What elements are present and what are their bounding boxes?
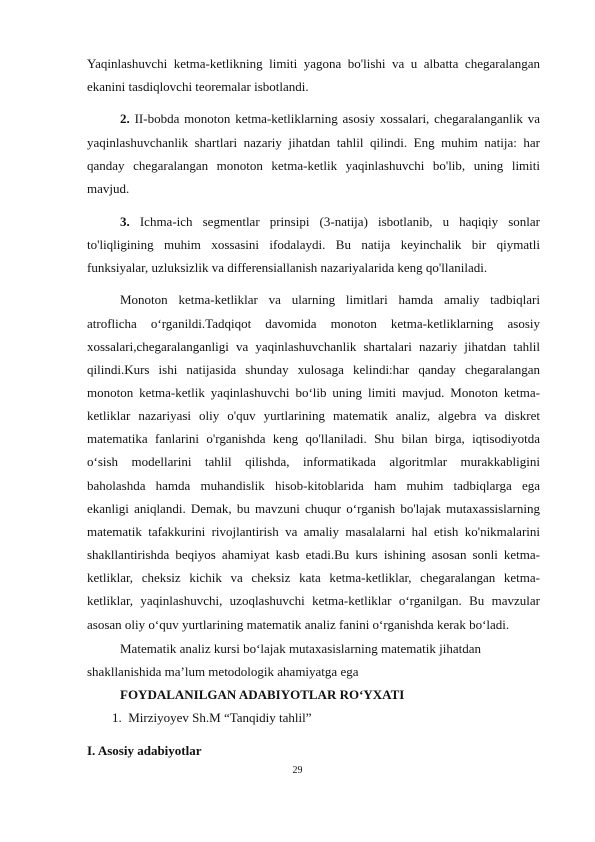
page-number: 29	[292, 765, 303, 776]
paragraph-4-line-6: ketliklar nazariyasi oliy o'quv yurtlarining matematik analiz, algebra va diskret	[87, 408, 540, 423]
paragraph-3-line-3: funksiyalar, uzluksizlik va differensiallanish nazariyalarida keng qo'llaniladi.	[87, 260, 488, 275]
item-number-2: 2.	[120, 111, 130, 126]
paragraph-4-line-1: Monoton ketma-ketliklar va ularning limitlari hamda amaliy tadbiqlari	[120, 292, 540, 307]
paragraph-4-line-12: shakllantirishda beqiyos ahamiyat kasb etadi.Bu kurs ishining asosan sonli ketma-	[87, 547, 540, 562]
reference-item-1-number: 1.	[112, 710, 122, 725]
reference-item-1-text: Mirziyoyev Sh.M “Tanqidiy tahlil”	[128, 710, 312, 725]
paragraph-4-line-9: baholashda hamda muhandislik hisob-kitoblarida ham muhim tadbiqlarga ega	[87, 478, 540, 493]
paragraph-2-line-1	[120, 107, 540, 130]
paragraph-4-line-4: qilindi.Kurs ishi natijasida shunday xulosaga kelindi:har qanday chegaralangan	[87, 362, 540, 377]
paragraph-3-line-2: to'liqligining muhim xossasini ifodalaydi. Bu natija keyinchalik bir qiymatli	[87, 237, 540, 252]
reference-item-1	[112, 706, 540, 729]
paragraph-4-line-7: matematika fanlarini o'rganishda keng qo'llaniladi. Shu bilan birga, iqtisodiyotda	[87, 431, 540, 446]
paragraph-4-line-3: xossalari,chegaralanganligi va yaqinlashuvchanlik shartalari nazariy jihatdan tahlil	[87, 339, 540, 354]
paragraph-4-line-8: o‘sish modellarini tahlil qilishda, informatikada algoritmlar murakkabligini	[87, 454, 540, 469]
paragraph-1-line-1: Yaqinlashuvchi ketma-ketlikning limiti yagona bo'lishi va u albatta chegaralangan	[87, 56, 540, 71]
paragraph-4-line-5: monoton ketma-ketlik yaqinlashuvchi bo‘lib uning limiti mavjud. Monoton ketma-	[87, 385, 540, 400]
references-heading: FOYDALANILGAN ADABIYOTLAR RO‘YXATI	[120, 687, 405, 702]
paragraph-4-line-13: ketliklar, cheksiz kichik va cheksiz kata ketma-ketliklar, chegaralangan ketma-	[87, 570, 540, 585]
paragraph-4-line-14: ketliklar, yaqinlashuvchi, uzoqlashuvchi ketma-ketliklar o‘rganilgan. Bu mavzular	[87, 593, 540, 608]
basic-literature-heading: I. Asosiy adabiyotlar	[87, 743, 202, 758]
paragraph-4-line-2: atroflicha o‘rganildi.Tadqiqot davomida monoton ketma-ketliklarning asosiy	[87, 316, 540, 331]
paragraph-2-line-1-text: II-bobda monoton ketma-ketliklarning asosiy xossalari, chegaralanganlik va	[134, 111, 540, 126]
paragraph-5-line-1: Matematik analiz kursi bo‘lajak mutaxasislarning matematik jihatdan	[120, 641, 482, 656]
item-number-3: 3.	[120, 214, 130, 229]
paragraph-1-line-2: ekanini tasdiqlovchi teoremalar isbotlandi.	[87, 79, 309, 94]
paragraph-4-line-10: ekanligi aniqlandi. Demak, bu mavzuni chuqur o‘rganish bo'lajak mutaxassislarning	[87, 501, 540, 516]
paragraph-4-line-15: asosan oliy o‘quv yurtlarining matematik analiz fanini o‘rganishda kerak bo‘ladi.	[87, 617, 510, 632]
paragraph-3-line-1	[120, 210, 540, 233]
paragraph-5-line-2: shakllanishida ma’lum metodologik ahamiyatga ega	[87, 664, 359, 679]
paragraph-4-line-11: matematik tafakkurini rivojlantirish va amaliy masalalarni hal etish ko'nikmalarini	[87, 524, 540, 539]
paragraph-3-line-1-text: Ichma-ich segmentlar prinsipi (3-natija) isbotlanib, u haqiqiy sonlar	[139, 214, 541, 229]
paragraph-2-line-3: qanday chegaralangan monoton ketma-ketlik yaqinlashuvchi bo'lib, uning limiti	[87, 158, 540, 173]
paragraph-2-line-4: mavjud.	[87, 181, 130, 196]
paragraph-2-line-2: yaqinlashuvchanlik shartlari nazariy jihatdan tahlil qilindi. Eng muhim natija: har	[87, 135, 540, 150]
